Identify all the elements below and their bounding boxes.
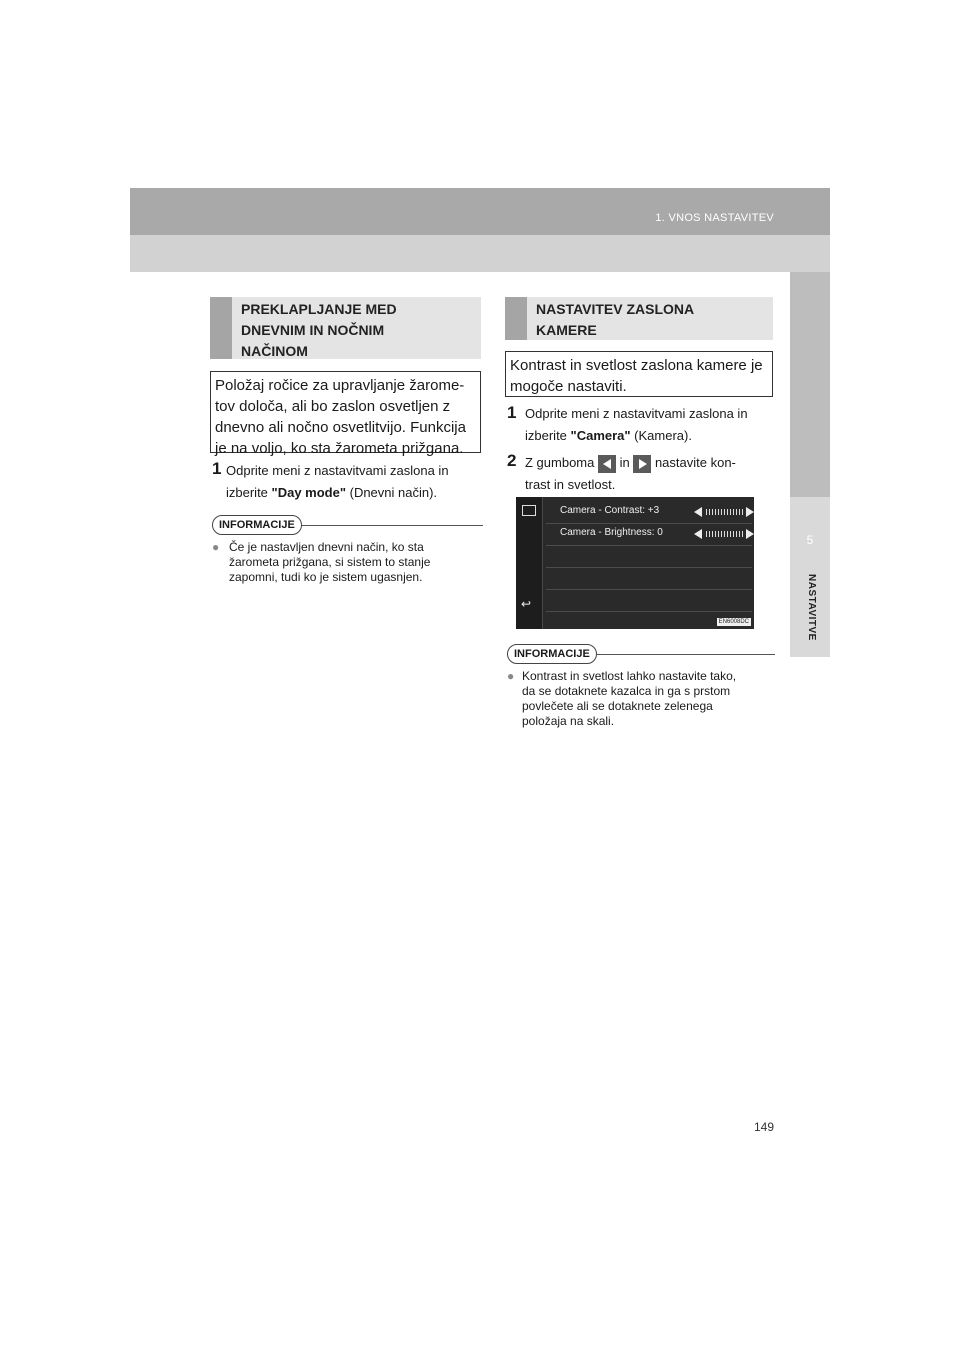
- info-badge: INFORMACIJE: [507, 644, 597, 664]
- camera-icon: [522, 505, 536, 516]
- screen-sidebar: [516, 497, 543, 629]
- left-step-1: Odprite meni z nastavitvami zaslona in izberite "Day mode" (Dnevni način).: [226, 463, 449, 500]
- empty-row: [546, 567, 752, 590]
- right-info-text: Kontrast in svetlost lahko nastavite tako, da se dotaknete kazalca in ga s prstom povlečete ali se dotaknete zelenega položaja na skali.: [522, 669, 737, 728]
- contrast-scale[interactable]: [706, 509, 744, 515]
- camera-settings-screen: [516, 497, 754, 629]
- left-section-title: PREKLAPLJANJE MED DNEVNIM IN NOČNIM NAČINOM: [241, 301, 397, 359]
- image-code: EN6008DC: [718, 619, 749, 625]
- section-marker: [505, 297, 527, 340]
- right-step-2: Z gumboma in nastavite kon- trast in svetlost.: [525, 455, 736, 492]
- left-info-text: Če je nastavljen dnevni način, ko sta žarometa prižgana, si sistem to stanje zapomni, tudi ko je sistem ugasnjen.: [229, 540, 431, 584]
- bullet-icon: ●: [507, 669, 515, 683]
- section-number: 5: [806, 533, 814, 547]
- brightness-label: Camera - Brightness: 0: [560, 527, 663, 538]
- brightness-row[interactable]: [546, 523, 752, 546]
- empty-row: [546, 589, 752, 612]
- contrast-increase-icon[interactable]: [746, 507, 754, 517]
- right-intro-box: Kontrast in svetlost zaslona kamere je mogoče nastaviti.: [505, 351, 773, 397]
- section-label: NASTAVITVE: [806, 574, 817, 641]
- right-step-1: Odprite meni z nastavitvami zaslona in izberite "Camera" (Kamera).: [525, 406, 748, 443]
- brightness-increase-icon[interactable]: [746, 529, 754, 539]
- brightness-decrease-icon[interactable]: [694, 529, 702, 539]
- step-number: 1: [212, 459, 222, 478]
- bullet-icon: ●: [212, 540, 220, 554]
- header-subband: [130, 235, 830, 272]
- right-section-title: NASTAVITEV ZASLONA KAMERE: [536, 301, 695, 338]
- step-number: 2: [507, 451, 517, 470]
- contrast-decrease-icon[interactable]: [694, 507, 702, 517]
- chapter-title: 1. VNOS NASTAVITEV: [655, 212, 774, 224]
- empty-row: [546, 545, 752, 568]
- right-arrow-button-icon: [633, 455, 651, 473]
- right-section-header: [505, 297, 773, 340]
- left-arrow-button-icon: [598, 455, 616, 473]
- back-icon[interactable]: ↩: [521, 597, 532, 611]
- section-marker: [210, 297, 232, 359]
- side-tab-top: [790, 272, 830, 497]
- brightness-scale[interactable]: [706, 531, 744, 537]
- left-intro-box: Položaj ročice za upravljanje žarome- tov določa, ali bo zaslon osvetljen z dnevno ali nočno osvetlitvijo. Funkcija je na voljo, ko sta žarometa prižgana.: [210, 371, 481, 453]
- contrast-label: Camera - Contrast: +3: [560, 505, 660, 516]
- step-number: 1: [507, 403, 517, 422]
- page-number: 149: [753, 1120, 774, 1134]
- contrast-row[interactable]: [546, 501, 752, 524]
- left-section-header: [210, 297, 481, 359]
- info-badge: INFORMACIJE: [212, 515, 302, 535]
